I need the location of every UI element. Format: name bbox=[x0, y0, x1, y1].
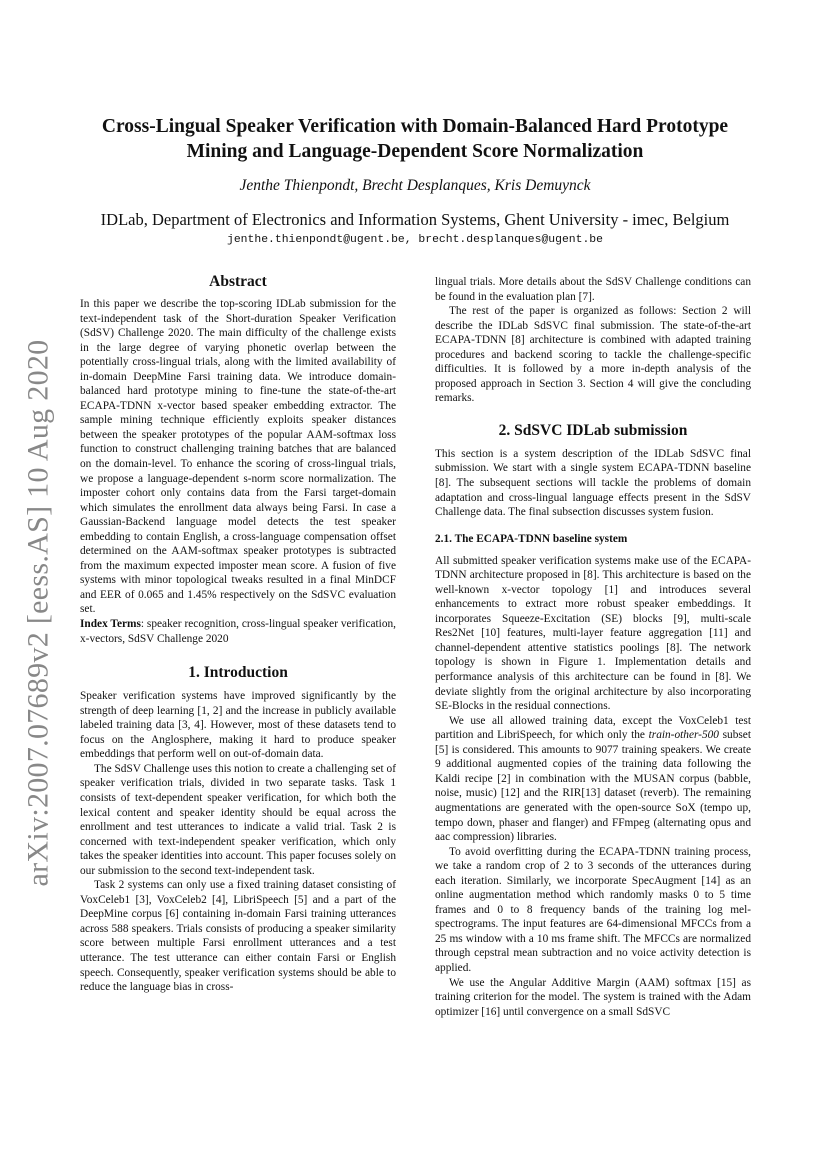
paper-title bbox=[60, 114, 770, 164]
title-line-1: Cross-Lingual Speaker Verification with Domain-Balanced Hard Prototype bbox=[101, 116, 729, 137]
section-2-paragraph: This section is a system description of the IDLab SdSVC final submission. We start with a single system ECAPA-TDNN baseline [8]. The subsequent sections will tackle the problems of domain adaptation and cross-lingual language effects present in the SdSV Challenge data. The final subsection discusses system fusion. bbox=[435, 447, 751, 519]
abstract-heading: Abstract bbox=[209, 273, 267, 290]
authors: Jenthe Thienpondt, Brecht Desplanques, Kris Demuynck bbox=[239, 177, 591, 194]
arxiv-stamp bbox=[10, 339, 66, 887]
index-terms-label: Index Terms bbox=[80, 618, 141, 631]
emails: jenthe.thienpondt@ugent.be, brecht.desplanques@ugent.be bbox=[227, 234, 603, 246]
title-line-2: Mining and Language-Dependent Score Normalization bbox=[186, 141, 644, 162]
affiliation: IDLab, Department of Electronics and Information Systems, Ghent University - imec, Belgium bbox=[100, 210, 730, 229]
section-2-1-paragraph-2 bbox=[435, 714, 751, 845]
section-2-1-paragraph-2-a: We use all allowed training data, except the VoxCeleb1 test partition and LibriSpeech, for which only the bbox=[435, 714, 751, 742]
intro-paragraph-1: Speaker verification systems have improved significantly by the strength of deep learning [1, 2] and the increase in publicly available labeled training data [3, 4]. However, most of these datasets tend to focus on the Anglosphere, making it hard to produce speaker embeddings that perform well on out-of-domain data. bbox=[80, 690, 396, 761]
section-2-1-paragraph-2-b: subset [5] is considered. This amounts to 9077 training speakers. We create 9 additional augmented copies of the training data following the Kaldi recipe [2] in combination with the MUSAN corpus (babble, noise, music) [12] and the RIR[13] dataset (reverb). The remaining augmentations are generated with the open-source SoX (tempo up, tempo down, phaser and flanger) and FFmpeg (alternating opus and aac compression) libraries. bbox=[435, 729, 751, 844]
section-2-heading: 2. SdSVC IDLab submission bbox=[498, 421, 688, 439]
section-2-1-paragraph-4: We use the Angular Additive Margin (AAM) softmax [15] as training criterion for the model. The system is trained with the Adam optimizer [16] until convergence on a small SdSVC bbox=[435, 976, 751, 1018]
section-2-1-heading: 2.1. The ECAPA-TDNN baseline system bbox=[435, 532, 628, 545]
index-terms bbox=[80, 617, 396, 646]
intro-paragraph-3-cont: lingual trials. More details about the SdSV Challenge conditions can be found in the evaluation plan [7]. bbox=[435, 276, 751, 303]
index-terms-text: : speaker recognition, cross-lingual speaker verification, x-vectors, SdSV Challenge 2020 bbox=[80, 618, 397, 645]
abstract-text: In this paper we describe the top-scoring IDLab submission for the text-independent task of the Short-duration Speaker Verification (SdSV) Challenge 2020. The main difficulty of the challenge exists in the large degree of varying phonetic overlap between the potentially cross-lingual trials, along with the limited availability of in-domain DeepMine Farsi training data. We introduce domain-balanced hard prototype mining to fine-tune the state-of-the-art ECAPA-TDNN x-vector based speaker embedding extractor. The sample mining technique efficiently exploits speaker distances between the speaker prototypes of the popular AAM-softmax loss function to construct challenging training batches that are balanced on the domain-level. To enhance the scoring of cross-lingual trials, we propose a language-dependent s-norm score normalization. The imposter cohort only contains data from the Farsi target-domain which simulates the enrollment data always being Farsi. In case a Gaussian-Backend language model detects the test speaker embedding to contain English, a cross-language compensation offset determined on the AAM-softmax speaker prototypes is subtracted from the maximum expected imposter mean score. A fusion of five systems with minor topological tweaks resulted in a final MinDCF and EER of 0.065 and 1.45% respectively on the SdSVC evaluation set. bbox=[80, 298, 396, 616]
left-column bbox=[80, 272, 396, 995]
intro-heading: 1. Introduction bbox=[188, 664, 288, 682]
arxiv-stamp-text: arXiv:2007.07689v2 [eess.AS] 10 Aug 2020 bbox=[21, 339, 54, 887]
right-column bbox=[435, 275, 751, 1019]
intro-paragraph-4: The rest of the paper is organized as follows: Section 2 will describe the IDLab SdSVC final submission. The state-of-the-art ECAPA-TDNN [8] architecture is combined with adapted training procedures and backend scoring to tackle the challenge-specific difficulties. It is followed by a more in-depth analysis of the proposed approach in Section 3. Section 4 will give the concluding remarks. bbox=[435, 305, 751, 405]
intro-paragraph-2: The SdSV Challenge uses this notion to create a challenging set of speaker verification trials, divided in two separate tasks. Task 1 consists of text-dependent speaker verification, for which both the lexical content and speaker identity should be equal across the enrollment and test utterances to indicate a valid trial. Task 2 is concerned with text-independent speaker verification, which only takes the speaker identities into account. This paper focuses solely on our submission to the second text-independent task. bbox=[80, 762, 396, 877]
intro-paragraph-3: Task 2 systems can only use a fixed training dataset consisting of VoxCeleb1 [3], VoxCeleb2 [4], LibriSpeech [5] and a part of the DeepMine corpus [6] containing in-domain Farsi training utterances across 588 speakers. Trials consists of producing a speaker similarity score between multiple Farsi enrollment utterances and a test utterance. The test utterance can either contain Farsi or English speech. Consequently, speaker verification systems should be able to reduce the language bias in cross- bbox=[80, 879, 396, 994]
section-2-1-paragraph-3: To avoid overfitting during the ECAPA-TDNN training process, we take a random crop of 2 to 3 seconds of the utterances during each iteration. Similarly, we incorporate SpecAugment [14] as an online augmentation method which randomly masks 0 to 5 time frames and 0 to 8 frequency bands of the training log mel-spectrograms. The input features are 64-dimensional MFCCs from a 25 ms window with a 10 ms frame shift. The MFCCs are normalized through cepstral mean subtraction and no voice activity detection is applied. bbox=[435, 845, 751, 974]
train-other-500-subset: train-other-500 bbox=[648, 729, 719, 742]
section-2-1-paragraph-1: All submitted speaker verification systems make use of the ECAPA-TDNN architecture proposed in [8]. This architecture is based on the well-known x-vector topology [1] and introduces several enhancements to extract more robust speaker embeddings. It incorporates Squeeze-Excitation (SE) blocks [9], multi-scale Res2Net [10] features, multi-layer feature aggregation [11] and channel-dependent attentive statistics poolings [8]. The network topology is shown in Figure 1. Implementation details and performance analysis of this architecture can be found in [8]. We deviate slightly from the original architecture by also incorporating SE-Blocks in the residual connections. bbox=[435, 554, 751, 713]
